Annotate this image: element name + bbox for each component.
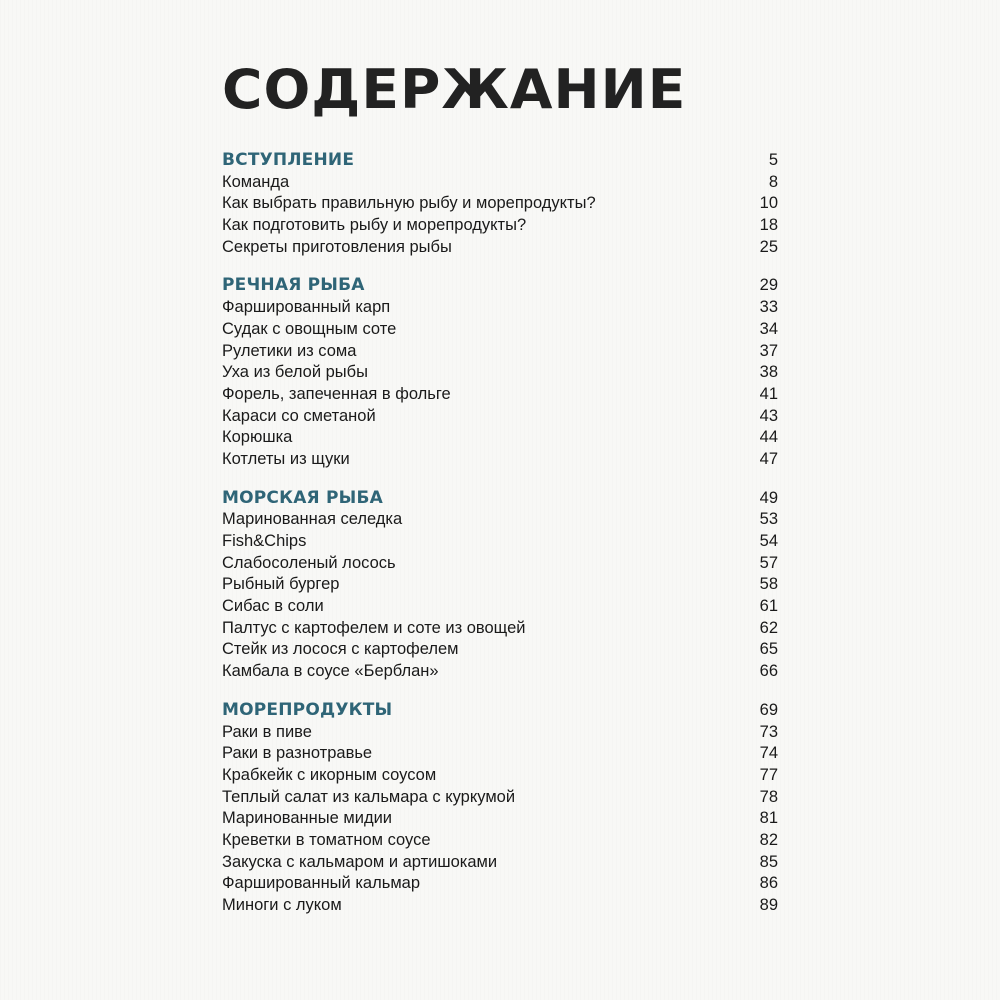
toc-entry xyxy=(222,172,778,194)
page-number: 33 xyxy=(759,298,778,317)
entry-title: Закуска с кальмаром и артишоками xyxy=(222,852,498,871)
page-number: 58 xyxy=(759,575,778,594)
toc-entry xyxy=(222,531,778,553)
toc-entry xyxy=(222,319,778,341)
entry-title: Маринованные мидии xyxy=(222,809,393,828)
page-number: 89 xyxy=(759,896,778,914)
page-number: 41 xyxy=(759,384,778,403)
page-number: 47 xyxy=(759,449,778,468)
entry-title: Команда xyxy=(222,172,290,191)
page-number: 81 xyxy=(759,809,778,828)
section-title: РЕЧНАЯ РЫБА xyxy=(222,275,365,296)
entry-title: Стейк из лосося с картофелем xyxy=(222,640,459,659)
entry-title: Креветки в томатном соусе xyxy=(222,830,431,849)
table-of-contents xyxy=(222,150,778,917)
toc-entry xyxy=(222,509,778,531)
toc-section-river-fish xyxy=(222,275,778,470)
page-number: 8 xyxy=(768,172,778,191)
page-number: 54 xyxy=(759,532,778,550)
entry-title: Котлеты из щуки xyxy=(222,449,350,468)
toc-entry xyxy=(222,362,778,384)
toc-section-heading xyxy=(222,488,778,510)
entry-title: Палтус с картофелем и соте из овощей xyxy=(222,618,526,637)
page-number: 38 xyxy=(759,363,778,382)
page-number: 61 xyxy=(759,597,778,616)
page-number: 74 xyxy=(759,744,778,763)
page-number: 77 xyxy=(759,765,778,784)
page-number: 57 xyxy=(759,553,778,572)
entry-title: Сибас в соли xyxy=(222,597,324,616)
entry-title: Секреты приготовления рыбы xyxy=(222,237,452,256)
toc-entry xyxy=(222,341,778,363)
page-number: 65 xyxy=(759,640,778,659)
entry-title: Крабкейк с икорным соусом xyxy=(222,765,437,784)
page-number: 62 xyxy=(759,618,778,637)
toc-entry xyxy=(222,574,778,596)
page-number: 43 xyxy=(759,406,778,425)
toc-section-heading xyxy=(222,700,778,722)
entry-title: Караси со сметаной xyxy=(222,406,376,425)
toc-entry xyxy=(222,830,778,852)
page-number: 73 xyxy=(759,722,778,741)
page-number: 86 xyxy=(759,874,778,893)
entry-title: Камбала в соусе «Берблан» xyxy=(222,662,439,681)
page-number: 82 xyxy=(759,830,778,849)
toc-entry xyxy=(222,765,778,787)
toc-entry xyxy=(222,193,778,215)
entry-title: Судак с овощным соте xyxy=(222,319,397,338)
page-number: 44 xyxy=(759,428,778,447)
page-number: 78 xyxy=(759,787,778,806)
entry-title: Fish&Chips xyxy=(222,532,307,550)
entry-title: Фаршированный карп xyxy=(222,298,391,317)
section-title: ВСТУПЛЕНИЕ xyxy=(222,150,355,170)
toc-entry xyxy=(222,553,778,575)
toc-entry xyxy=(222,743,778,765)
entry-title: Как подготовить рыбу и морепродукты? xyxy=(222,216,527,235)
page-number: 53 xyxy=(759,510,778,529)
page-number: 69 xyxy=(759,700,778,719)
toc-entry xyxy=(222,787,778,809)
entry-title: Маринованная селедка xyxy=(222,510,403,529)
page-number: 37 xyxy=(759,341,778,360)
entry-title: Раки в разнотравье xyxy=(222,744,373,763)
page-number: 25 xyxy=(759,237,778,256)
toc-entry xyxy=(222,384,778,406)
entry-title: Рулетики из сома xyxy=(222,341,357,360)
toc-entry xyxy=(222,237,778,259)
toc-entry xyxy=(222,449,778,471)
entry-title: Раки в пиве xyxy=(222,722,312,741)
entry-title: Корюшка xyxy=(222,428,293,447)
toc-section-seafood xyxy=(222,700,778,917)
toc-section-sea-fish xyxy=(222,488,778,683)
toc-entry xyxy=(222,596,778,618)
page-number: 29 xyxy=(759,276,778,295)
section-title: МОРЕПРОДУКТЫ xyxy=(222,699,393,720)
page-number: 5 xyxy=(768,151,778,169)
page-title: СОДЕРЖАНИЕ xyxy=(222,58,687,121)
toc-entry xyxy=(222,722,778,744)
page-number: 10 xyxy=(759,194,778,213)
entry-title: Теплый салат из кальмара с куркумой xyxy=(222,787,516,806)
entry-title: Слабосоленый лосось xyxy=(222,553,396,572)
entry-title: Уха из белой рыбы xyxy=(222,363,368,382)
toc-entry xyxy=(222,618,778,640)
toc-entry xyxy=(222,427,778,449)
toc-entry xyxy=(222,661,778,683)
section-title: МОРСКАЯ РЫБА xyxy=(222,487,383,508)
entry-title: Форель, запеченная в фольге xyxy=(222,384,451,403)
entry-title: Как выбрать правильную рыбу и морепродукты? xyxy=(222,194,596,213)
toc-entry xyxy=(222,215,778,237)
toc-section-heading xyxy=(222,150,778,172)
toc-section-introduction xyxy=(222,150,778,258)
toc-entry xyxy=(222,808,778,830)
toc-entry xyxy=(222,297,778,319)
toc-entry xyxy=(222,873,778,895)
page-number: 66 xyxy=(759,662,778,681)
toc-entry xyxy=(222,639,778,661)
toc-entry xyxy=(222,852,778,874)
page-number: 49 xyxy=(759,488,778,507)
toc-entry xyxy=(222,406,778,428)
entry-title: Фаршированный кальмар xyxy=(222,874,421,893)
toc-section-heading xyxy=(222,275,778,297)
page-number: 18 xyxy=(759,216,778,235)
entry-title: Рыбный бургер xyxy=(222,575,340,594)
toc-entry xyxy=(222,895,778,917)
entry-title: Миноги с луком xyxy=(222,896,342,914)
page-number: 85 xyxy=(759,852,778,871)
page-number: 34 xyxy=(759,319,778,338)
